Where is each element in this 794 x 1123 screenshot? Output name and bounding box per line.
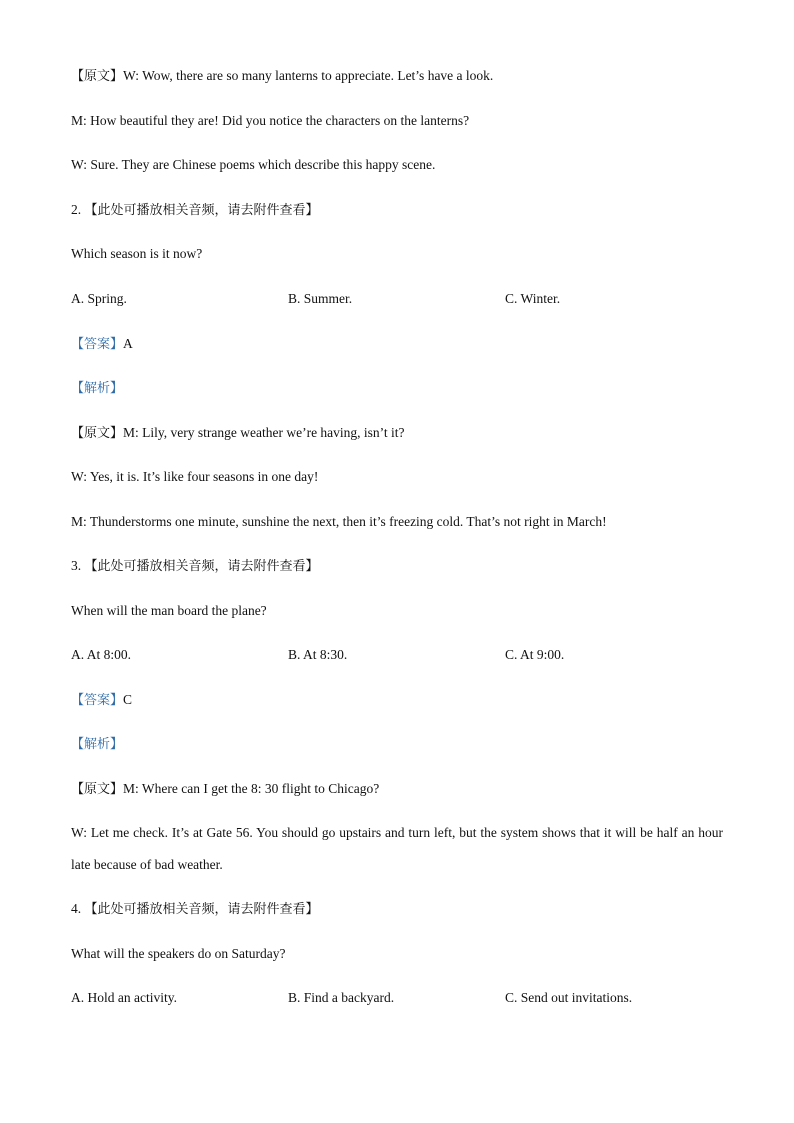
q3-dialog-line2: W: Let me check. It’s at Gate 56. You should go upstairs and turn left, but the system shows that it will be half an hour late because of bad weather. (71, 825, 723, 872)
q2-header (71, 201, 319, 220)
q2-question: Which season is it now? (71, 246, 203, 261)
q4-question: What will the speakers do on Saturday? (71, 946, 286, 961)
answer-tag: 【答案】 (71, 337, 124, 352)
q3-question: When will the man board the plane? (71, 603, 267, 618)
q2-dialog-line2: W: Yes, it is. It’s like four seasons in one day! (71, 469, 319, 484)
dialog-text: M: Where can I get the 8: 30 flight to Chicago? (123, 781, 380, 796)
answer-value: A (123, 336, 133, 351)
analysis-tag: 【解析】 (71, 381, 124, 396)
q2-dialog-line1 (71, 424, 405, 443)
dialog1-line1 (71, 67, 493, 86)
q4-option-c: C. Send out invitations. (505, 990, 633, 1005)
q2-option-a: A. Spring. (71, 291, 127, 306)
q2-answer (71, 335, 133, 354)
audio-note: 【此处可播放相关音频，请去附件查看】 (84, 902, 319, 917)
source-tag: 【原文】 (71, 426, 124, 441)
q4-header (71, 900, 319, 919)
q3-analysis (71, 735, 123, 754)
q3-header (71, 557, 319, 576)
question-number: 4. (71, 901, 82, 916)
answer-value: C (123, 692, 133, 707)
dialog-text: M: Lily, very strange weather we’re having, isn’t it? (123, 425, 405, 440)
question-number: 2. (71, 202, 82, 217)
q2-dialog-line3: M: Thunderstorms one minute, sunshine the next, then it’s freezing cold. That’s not right in March! (71, 514, 607, 529)
q3-answer (71, 691, 132, 710)
dialog1-line2: M: How beautiful they are! Did you notice the characters on the lanterns? (71, 113, 470, 128)
analysis-tag: 【解析】 (71, 737, 124, 752)
audio-note: 【此处可播放相关音频，请去附件查看】 (84, 203, 319, 218)
dialog1-line3: W: Sure. They are Chinese poems which describe this happy scene. (71, 157, 436, 172)
answer-tag: 【答案】 (71, 693, 124, 708)
source-tag: 【原文】 (71, 69, 124, 84)
q3-option-b: B. At 8:30. (288, 647, 348, 662)
q2-option-c: C. Winter. (505, 291, 561, 306)
q3-option-c: C. At 9:00. (505, 647, 565, 662)
question-number: 3. (71, 558, 82, 573)
q3-option-a: A. At 8:00. (71, 647, 132, 662)
dialog-text: W: Wow, there are so many lanterns to appreciate. Let’s have a look. (123, 68, 494, 83)
q3-dialog-line1 (71, 780, 379, 799)
audio-note: 【此处可播放相关音频，请去附件查看】 (84, 559, 319, 574)
q4-option-b: B. Find a backyard. (288, 990, 395, 1005)
q4-option-a: A. Hold an activity. (71, 990, 177, 1005)
q2-analysis (71, 379, 123, 398)
q2-option-b: B. Summer. (288, 291, 353, 306)
source-tag: 【原文】 (71, 782, 124, 797)
